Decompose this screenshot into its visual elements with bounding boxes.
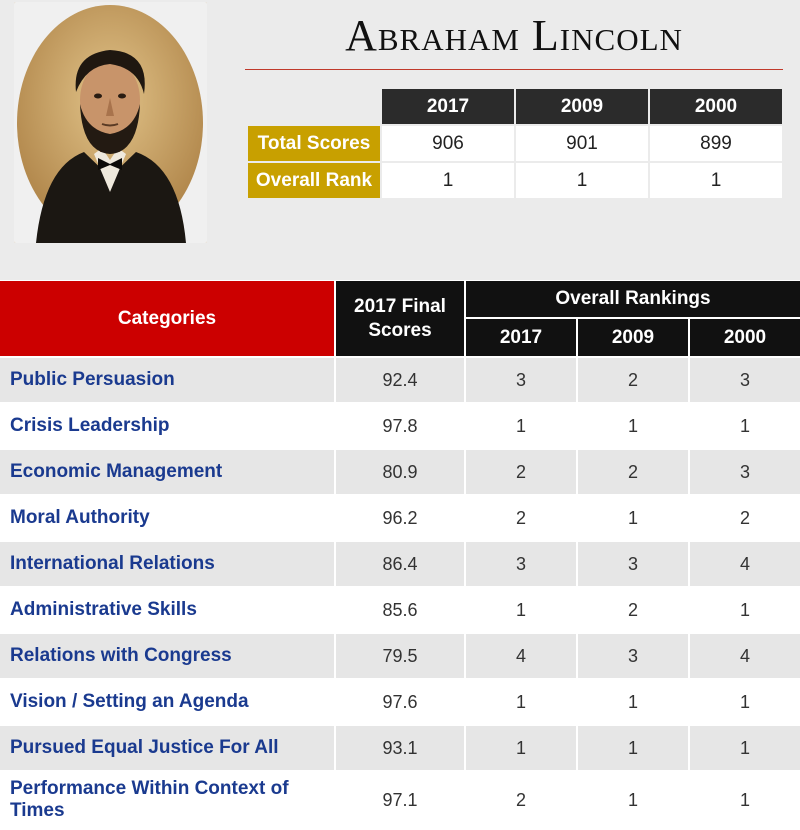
summary-corner — [248, 89, 380, 124]
title-divider — [245, 69, 783, 70]
summary-cell: 899 — [650, 126, 782, 161]
final-score: 93.1 — [336, 726, 464, 770]
rank-2009: 3 — [578, 634, 688, 678]
rankings-table-header — [0, 281, 800, 356]
category-label: Economic Management — [0, 450, 334, 494]
category-label: Pursued Equal Justice For All — [0, 726, 334, 770]
rank-2009: 2 — [578, 358, 688, 402]
rank-2000: 1 — [690, 772, 800, 828]
category-label: Performance Within Context of Times — [0, 772, 334, 828]
final-score: 97.8 — [336, 404, 464, 448]
rank-2000: 3 — [690, 358, 800, 402]
summary-cell: 901 — [516, 126, 648, 161]
portrait-image — [14, 2, 207, 243]
summary-table — [246, 87, 784, 200]
table-row — [0, 542, 800, 586]
rank-2017: 1 — [466, 588, 576, 632]
category-label: Moral Authority — [0, 496, 334, 540]
summary-cell: 1 — [650, 163, 782, 198]
final-score: 85.6 — [336, 588, 464, 632]
table-row — [0, 450, 800, 494]
summary-year-2017: 2017 — [382, 89, 514, 124]
summary-row-overall-rank — [248, 163, 782, 198]
rank-2000: 4 — [690, 634, 800, 678]
rank-2017: 3 — [466, 358, 576, 402]
rank-2009: 1 — [578, 680, 688, 724]
table-row — [0, 772, 800, 828]
rank-2009: 1 — [578, 496, 688, 540]
rank-2000: 1 — [690, 726, 800, 770]
table-row — [0, 404, 800, 448]
president-portrait — [14, 2, 207, 243]
rank-2000: 1 — [690, 680, 800, 724]
table-row — [0, 634, 800, 678]
header-categories: Categories — [0, 281, 334, 356]
summary-year-2000: 2000 — [650, 89, 782, 124]
rank-2009: 2 — [578, 450, 688, 494]
final-score: 79.5 — [336, 634, 464, 678]
summary-header-row — [248, 89, 782, 124]
final-score: 97.1 — [336, 772, 464, 828]
summary-row-total-scores — [248, 126, 782, 161]
summary-row-label: Overall Rank — [248, 163, 380, 198]
final-score: 80.9 — [336, 450, 464, 494]
category-label: Vision / Setting an Agenda — [0, 680, 334, 724]
table-row — [0, 588, 800, 632]
summary-cell: 906 — [382, 126, 514, 161]
rank-2017: 1 — [466, 726, 576, 770]
table-row — [0, 358, 800, 402]
rank-2017: 1 — [466, 680, 576, 724]
rank-2000: 2 — [690, 496, 800, 540]
header-final-scores: 2017 Final Scores — [336, 281, 464, 356]
summary-row-label: Total Scores — [248, 126, 380, 161]
final-score: 96.2 — [336, 496, 464, 540]
rank-2009: 1 — [578, 772, 688, 828]
final-score: 97.6 — [336, 680, 464, 724]
rank-2017: 2 — [466, 496, 576, 540]
category-label: Public Persuasion — [0, 358, 334, 402]
rank-2009: 3 — [578, 542, 688, 586]
category-label: Relations with Congress — [0, 634, 334, 678]
rank-2017: 2 — [466, 450, 576, 494]
rank-2017: 2 — [466, 772, 576, 828]
president-name: Abraham Lincoln — [345, 11, 683, 60]
rank-2017: 1 — [466, 404, 576, 448]
header-year-2009: 2009 — [578, 319, 688, 356]
rank-2000: 1 — [690, 404, 800, 448]
summary-cell: 1 — [516, 163, 648, 198]
table-row — [0, 726, 800, 770]
category-label: International Relations — [0, 542, 334, 586]
rank-2009: 1 — [578, 404, 688, 448]
rank-2009: 2 — [578, 588, 688, 632]
rank-2017: 3 — [466, 542, 576, 586]
category-label: Administrative Skills — [0, 588, 334, 632]
summary-year-2009: 2009 — [516, 89, 648, 124]
header-year-2017: 2017 — [466, 319, 576, 356]
rank-2000: 1 — [690, 588, 800, 632]
header-year-2000: 2000 — [690, 319, 800, 356]
final-score: 86.4 — [336, 542, 464, 586]
table-row — [0, 496, 800, 540]
summary-cell: 1 — [382, 163, 514, 198]
category-label: Crisis Leadership — [0, 404, 334, 448]
rank-2009: 1 — [578, 726, 688, 770]
table-row — [0, 680, 800, 724]
profile-header — [0, 0, 800, 280]
rankings-table-body — [0, 358, 800, 830]
rank-2000: 4 — [690, 542, 800, 586]
rank-2017: 4 — [466, 634, 576, 678]
header-overall-rankings: Overall Rankings — [466, 281, 800, 317]
final-score: 92.4 — [336, 358, 464, 402]
rank-2000: 3 — [690, 450, 800, 494]
